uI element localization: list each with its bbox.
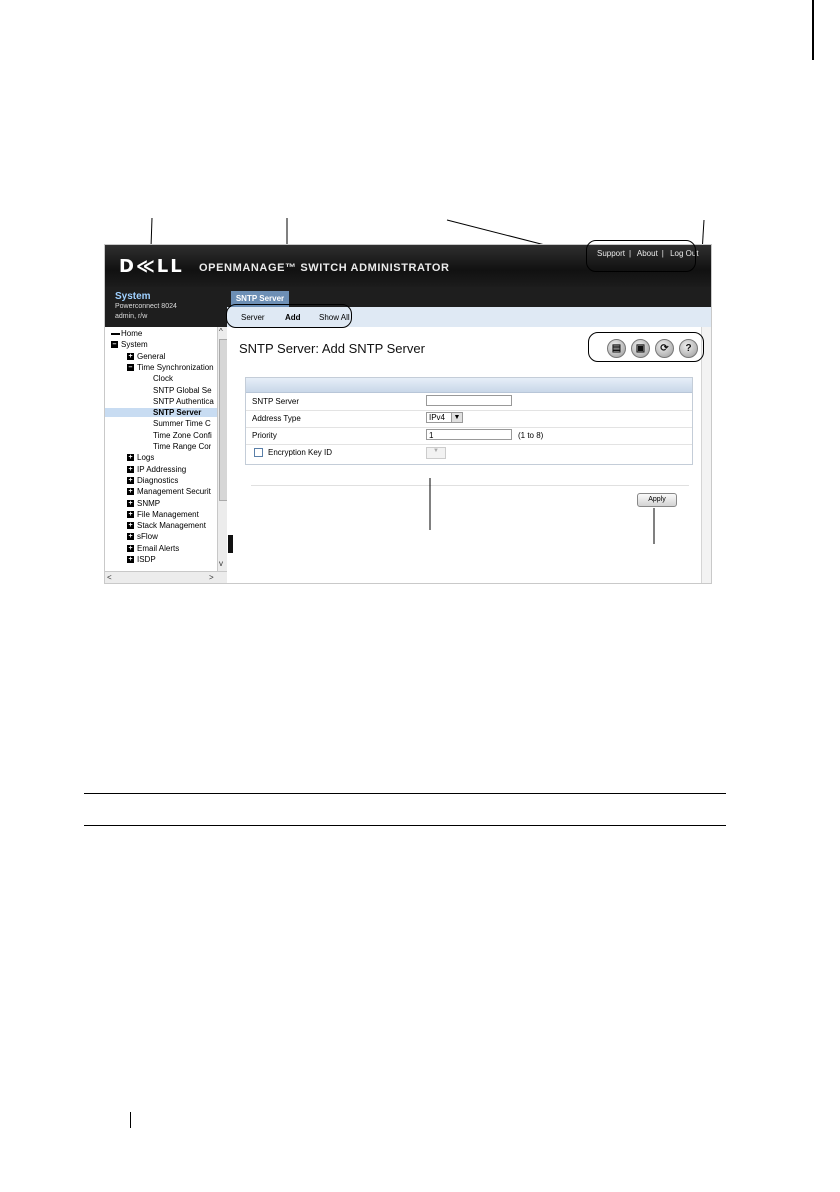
scroll-up-icon[interactable]: ^ (219, 327, 223, 336)
nav-item-file-management[interactable]: File Management (137, 509, 199, 519)
expand-icon[interactable]: + (128, 510, 133, 518)
scroll-down-icon[interactable]: v (219, 559, 223, 568)
nav-item-system[interactable]: System (121, 340, 148, 350)
expand-icon[interactable]: + (128, 544, 133, 552)
print-icon[interactable]: ▣ (631, 339, 650, 358)
about-link[interactable]: About (636, 249, 658, 258)
top-links: Support | About | Log Out (597, 249, 699, 258)
sntp-server-label: SNTP Server (252, 397, 299, 406)
table-rule-top (84, 793, 726, 794)
nav-item-time-range-cor[interactable]: Time Range Cor (153, 442, 212, 451)
support-link[interactable]: Support (597, 249, 626, 258)
expand-icon[interactable]: + (128, 533, 133, 541)
refresh-icon[interactable]: ⟳ (655, 339, 674, 358)
collapse-icon[interactable]: – (112, 341, 117, 349)
nav-item-general[interactable]: General (137, 351, 166, 361)
save-icon[interactable]: ▤ (607, 339, 626, 358)
nav-item-sflow[interactable]: sFlow (137, 532, 158, 542)
nav-item-sntp-server[interactable]: SNTP Server (105, 408, 217, 417)
address-type-label: Address Type (252, 414, 301, 423)
apply-button[interactable]: Apply (637, 493, 677, 507)
system-model: Powerconnect 8024 (115, 303, 177, 310)
subtab-add[interactable]: Add (285, 313, 301, 322)
nav-item-time-synchronization[interactable]: Time Synchronization (137, 362, 214, 372)
encryption-key-select: ▼ (426, 447, 446, 459)
subtab-show-all[interactable]: Show All (319, 313, 350, 322)
nav-item-summer-time-c[interactable]: Summer Time C (153, 419, 211, 429)
dell-logo: D≪LL (119, 256, 184, 277)
nav-item-stack-management[interactable]: Stack Management (137, 521, 206, 531)
address-type-value: IPv4 (429, 413, 446, 422)
expand-icon[interactable]: + (128, 352, 133, 360)
expand-icon[interactable]: + (128, 488, 133, 496)
expand-icon[interactable]: + (128, 522, 133, 530)
priority-hint: (1 to 8) (518, 431, 544, 440)
expand-icon[interactable]: + (128, 465, 133, 473)
nav-item-management-securit[interactable]: Management Securit (137, 487, 211, 497)
system-user: admin, r/w (115, 313, 148, 320)
nav-item-snmp[interactable]: SNMP (137, 498, 161, 508)
nav-item-isdp[interactable]: ISDP (137, 555, 156, 564)
expand-icon[interactable]: + (128, 499, 133, 507)
nav-item-time-zone-confi[interactable]: Time Zone Confi (153, 430, 212, 440)
collapse-icon[interactable]: – (128, 363, 133, 371)
table-rule-bottom (84, 825, 726, 826)
chevron-down-icon[interactable]: ▼ (451, 413, 462, 422)
scroll-right-icon[interactable]: > (209, 573, 214, 582)
help-icon[interactable]: ? (679, 339, 698, 358)
nav-item-home[interactable]: Home (121, 329, 143, 338)
page-title: SNTP Server: Add SNTP Server (239, 341, 425, 356)
scroll-left-icon[interactable]: < (107, 573, 112, 582)
tab-sntp-server[interactable]: SNTP Server (231, 291, 289, 307)
subtab-server[interactable]: Server (241, 313, 265, 322)
nav-item-email-alerts[interactable]: Email Alerts (137, 543, 180, 553)
nav-item-logs[interactable]: Logs (137, 453, 155, 463)
footer-rule (130, 1112, 131, 1128)
expand-icon[interactable]: + (128, 454, 133, 462)
system-title: System (115, 291, 151, 302)
nav-item-sntp-authentica[interactable]: SNTP Authentica (153, 396, 214, 406)
nav-item-ip-addressing[interactable]: IP Addressing (137, 464, 187, 474)
nav-item-diagnostics[interactable]: Diagnostics (137, 475, 179, 485)
priority-label: Priority (252, 431, 277, 440)
app-title: OPENMANAGE™ SWITCH ADMINISTRATOR (199, 262, 450, 274)
priority-input[interactable]: 1 (426, 429, 512, 440)
expand-icon[interactable]: + (128, 476, 133, 484)
nav-item-clock[interactable]: Clock (153, 374, 174, 384)
logout-link[interactable]: Log Out (670, 249, 699, 258)
nav-item-sntp-global-se[interactable]: SNTP Global Se (153, 385, 212, 395)
encryption-key-label: Encryption Key ID (268, 448, 333, 457)
expand-icon[interactable]: + (128, 556, 133, 563)
